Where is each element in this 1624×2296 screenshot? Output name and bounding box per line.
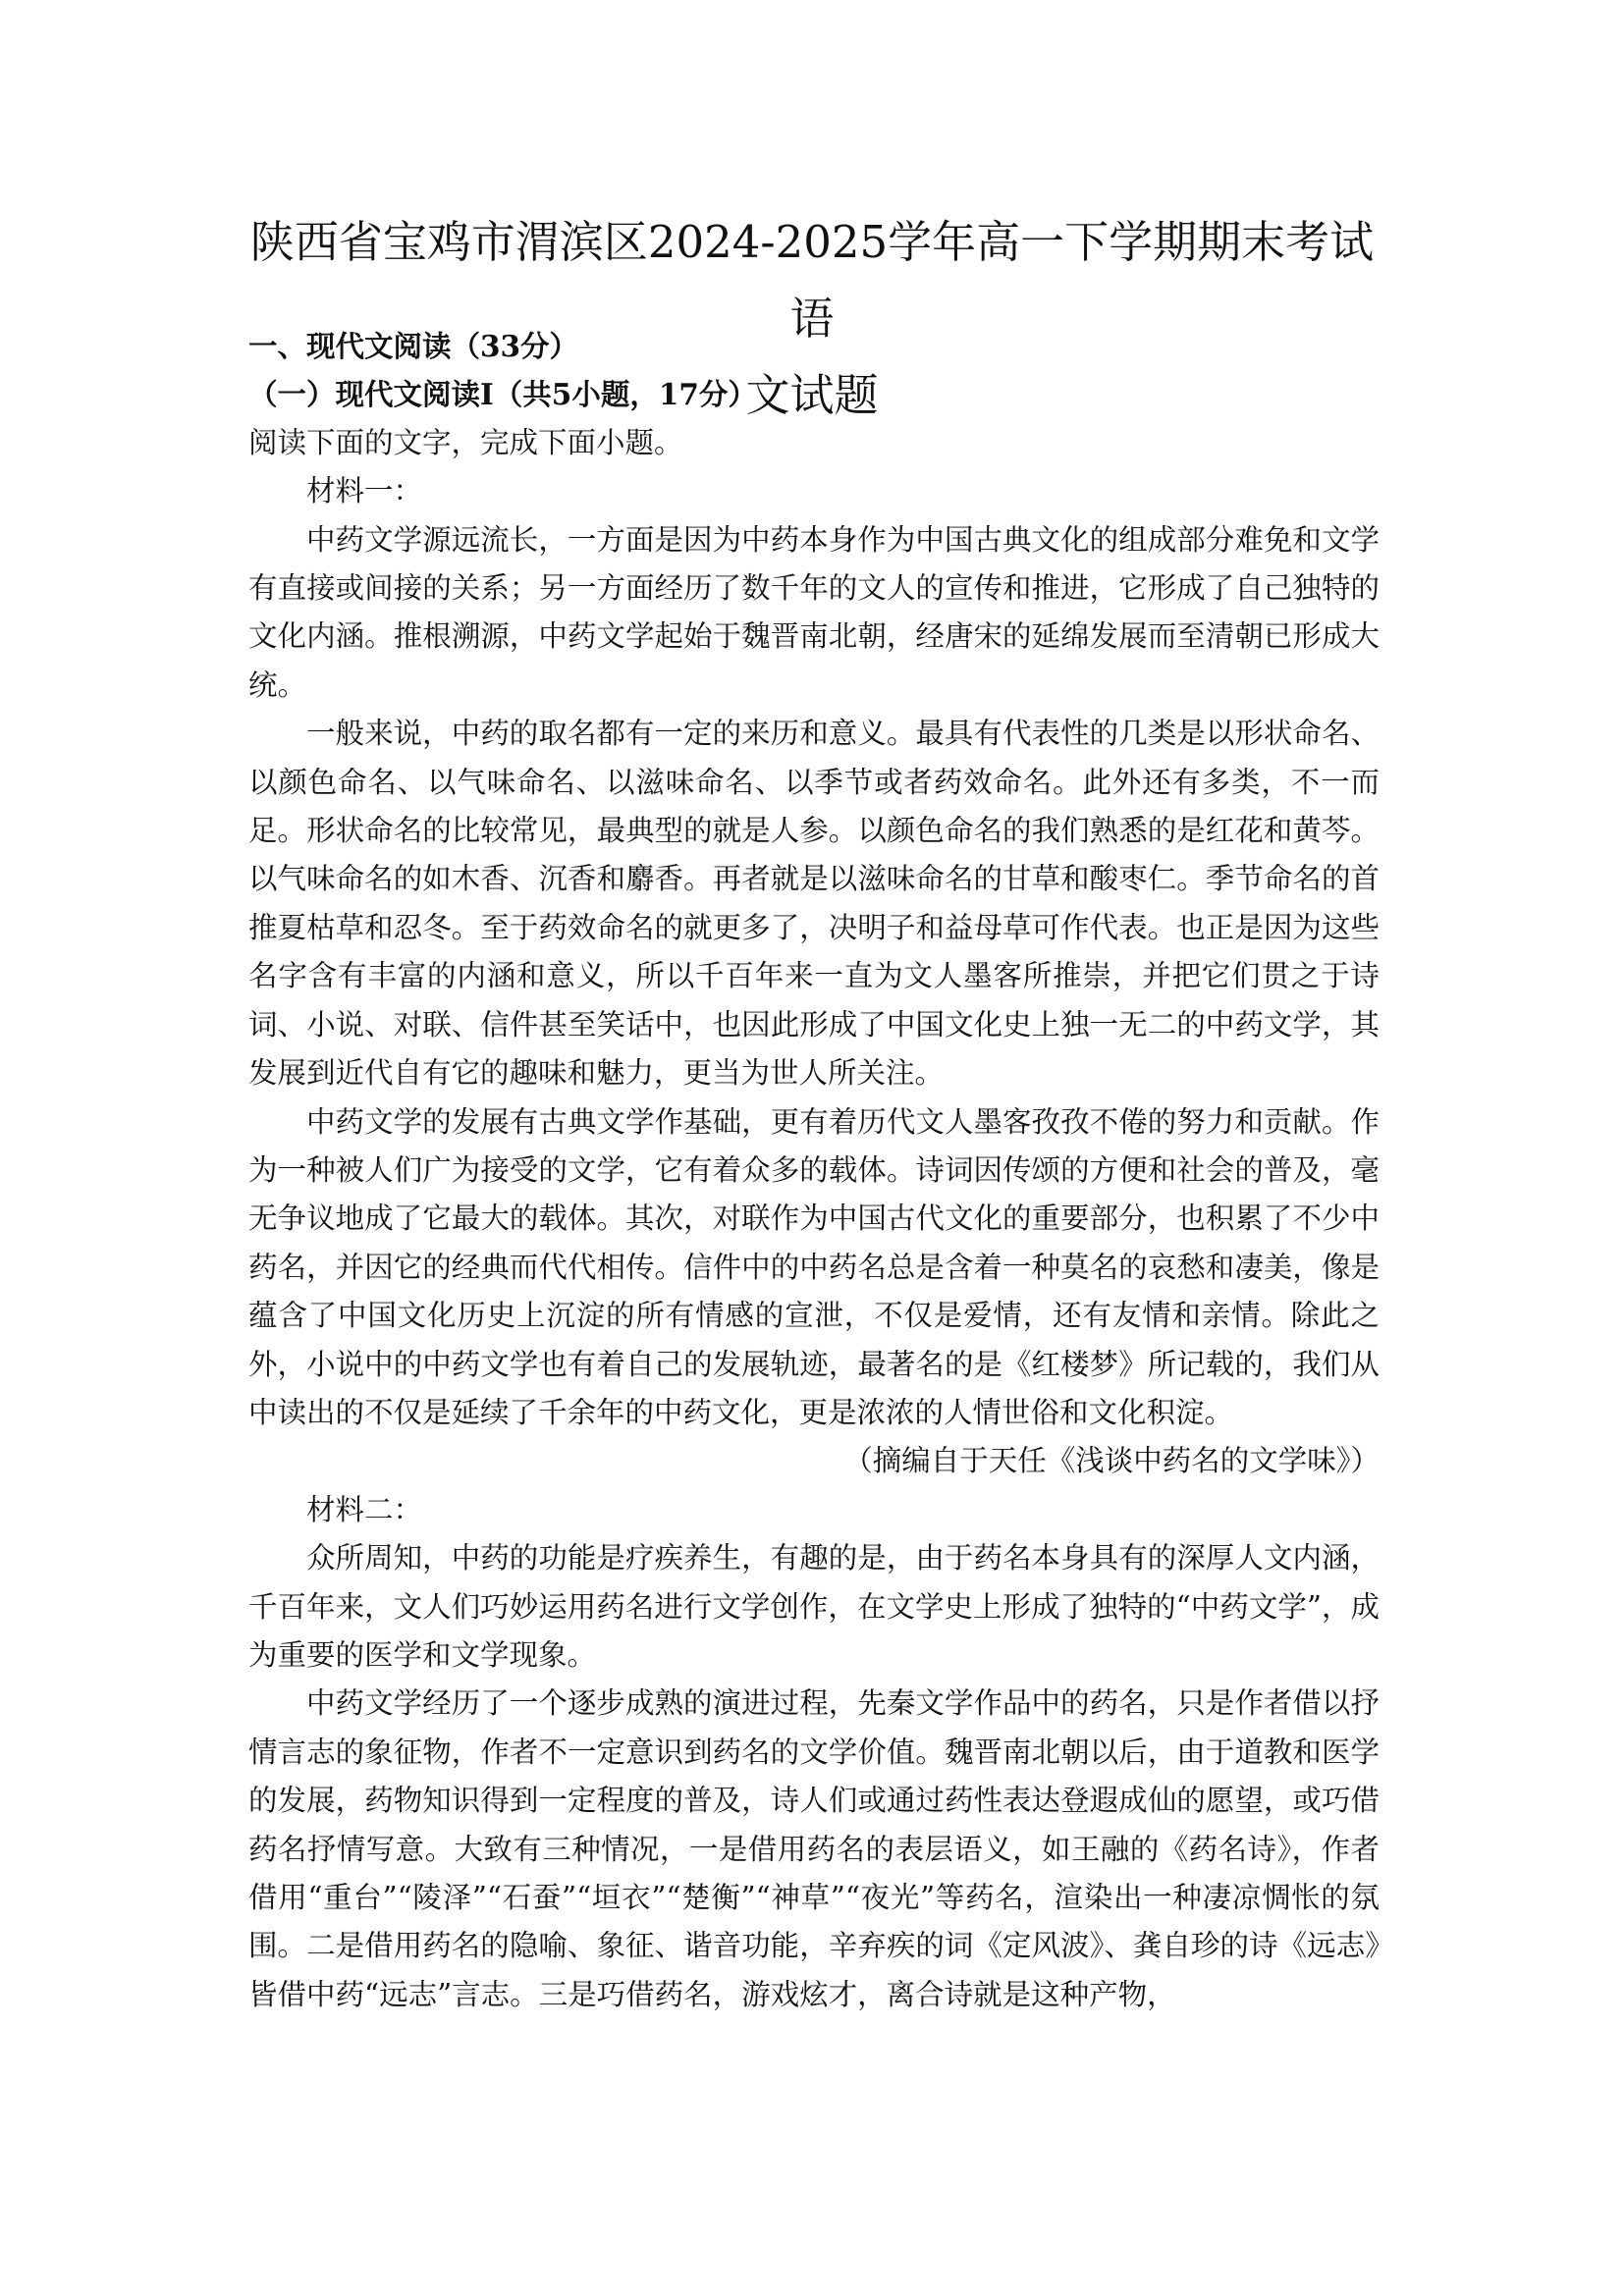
title-line-2: 文试题 — [745, 369, 879, 421]
exam-content — [248, 322, 1380, 2019]
section-heading: 一、现代文阅读（33分） — [248, 329, 579, 363]
material-two-paragraph: 众所周知，中药的功能是疗疾养生，有趣的是，由于药名本身具有的深厚人文内涵，千百年来，文人们巧妙运用药名进行文学创作，在文学史上形成了独特的“中药文学”，成为重要的医学和文学现象。 — [248, 1541, 1380, 1672]
subsection-heading: （一）现代文阅读Ⅰ（共5小题，17分） — [248, 377, 757, 412]
material-two-paragraph: 中药文学经历了一个逐步成熟的演进过程，先秦文学作品中的药名，只是作者借以抒情言志的象征物，作者不一定意识到药名的文学价值。魏晋南北朝以后，由于道教和医学的发展，药物知识得到一定程度的普及，诗人们或通过药性表达登遐成仙的愿望，或巧借药名抒情写意。大致有三种情况，一是借用药名的表层语义，如王融的《药名诗》，作者借用“重台”“陵泽”“石蚕”“垣衣”“楚衡”“神草”“夜光”等药名，渲染出一种凄凉惆怅的氛围。二是借用药名的隐喻、象征、谐音功能，辛弃疾的词《定风波》、龚自珍的诗《远志》皆借中药“远志”言志。三是巧借药名，游戏炫才，离合诗就是这种产物， — [248, 1686, 1380, 2011]
material-one-source: （摘编自于天任《浅谈中药名的文学味》） — [843, 1444, 1380, 1478]
title-line-1: 陕西省宝鸡市渭滨区2024-2025学年高一下学期期末考试语 — [249, 216, 1375, 345]
instruction-text: 阅读下面的文字，完成下面小题。 — [248, 425, 683, 459]
material-one-label: 材料一： — [306, 474, 423, 508]
material-two-label: 材料二： — [306, 1492, 423, 1526]
material-one-paragraph: 一般来说，中药的取名都有一定的来历和意义。最具有代表性的几类是以形状命名、以颜色命名、以气味命名、以滋味命名、以季节或者药效命名。此外还有多类，不一而足。形状命名的比较常见，最典型的就是人参。以颜色命名的我们熟悉的是红花和黄芩。以气味命名的如木香、沉香和麝香。再者就是以滋味命名的甘草和酸枣仁。季节命名的首推夏枯草和忍冬。至于药效命名的就更多了，决明子和益母草可作代表。也正是因为这些名字含有丰富的内涵和意义，所以千百年来一直为文人墨客所推崇，并把它们贯之于诗词、小说、对联、信件甚至笑话中，也因此形成了中国文化史上独一无二的中药文学，其发展到近代自有它的趣味和魅力，更当为世人所关注。 — [248, 717, 1380, 1091]
material-one-paragraph: 中药文学源远流长，一方面是因为中药本身作为中国古典文化的组成部分难免和文学有直接或间接的关系；另一方面经历了数千年的文人的宣传和推进，它形成了自己独特的文化内涵。推根溯源，中药文学起始于魏晋南北朝，经唐宋的延绵发展而至清朝已形成大统。 — [248, 522, 1380, 702]
material-one-paragraph: 中药文学的发展有古典文学作基础，更有着历代文人墨客孜孜不倦的努力和贡献。作为一种被人们广为接受的文学，它有着众多的载体。诗词因传颂的方便和社会的普及，毫无争议地成了它最大的载体。其次，对联作为中国古代文化的重要部分，也积累了不少中药名，并因它的经典而代代相传。信件中的中药名总是含着一种莫名的哀愁和凄美，像是蕴含了中国文化历史上沉淀的所有情感的宣泄，不仅是爱情，还有友情和亲情。除此之外，小说中的中药文学也有着自己的发展轨迹，最著名的是《红楼梦》所记载的，我们从中读出的不仅是延续了千余年的中药文化，更是浓浓的人情世俗和文化积淀。 — [248, 1104, 1380, 1429]
